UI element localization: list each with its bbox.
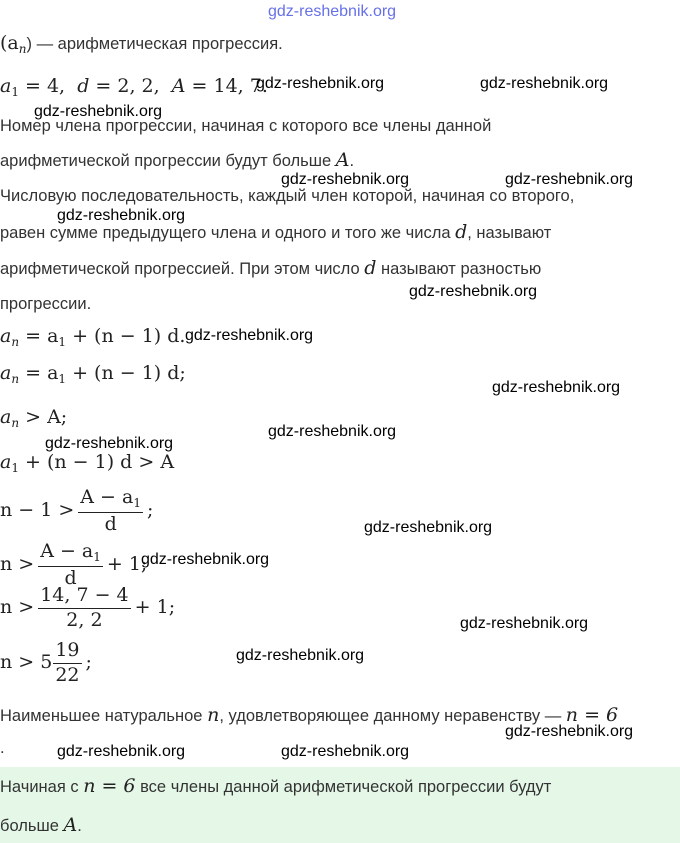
- formula-fraction-1: n − 1 > $\frac{A - a_1}{d}$ ;: [0, 486, 154, 535]
- watermark: gdz-reshebnik.org: [57, 207, 186, 224]
- intro-text: ) — арифметическая прогрессия.: [26, 35, 283, 53]
- watermark: gdz-reshebnik.org: [256, 75, 385, 92]
- watermark: gdz-reshebnik.org: [480, 75, 609, 92]
- watermark: gdz-reshebnik.org: [492, 379, 621, 396]
- given-values: $a_1 = 4$, d = 2, 2, A = 14, 7.: [0, 75, 268, 99]
- definition-line-1: Числовую последовательность, каждый член которой, начиная со второго,: [0, 187, 575, 205]
- seq-notation: ($a_n$: [0, 32, 27, 56]
- answer-line-1: Начиная с n = 6 все члены данной арифметической прогрессии будут: [0, 775, 552, 797]
- watermark-top: gdz-reshebnik.org: [268, 3, 397, 20]
- answer-line-2: больше A.: [0, 814, 82, 836]
- question-line-2: арифметической прогрессии будут больше A.: [0, 149, 355, 171]
- definition-line-2: равен сумме предыдущего члена и одного и того же числа d, называют: [0, 221, 552, 243]
- formula-result: n > 5 $\frac{19}{22}$ ;: [0, 639, 92, 686]
- formula-general-term: $a_n = a_1 + (n - 1)$ d.: [0, 325, 186, 349]
- watermark: gdz-reshebnik.org: [268, 423, 397, 440]
- watermark: gdz-reshebnik.org: [281, 171, 410, 188]
- formula-fraction-2: n > $\frac{A - a_1}{d}$ + 1;: [0, 540, 148, 589]
- fraction: $\frac{19}{22}$: [55, 639, 80, 686]
- conclusion-dot: .: [0, 739, 5, 757]
- intro-line: [0, 34, 283, 55]
- watermark: gdz-reshebnik.org: [185, 327, 314, 344]
- watermark: gdz-reshebnik.org: [364, 519, 493, 536]
- formula-inequality: $a_n > A$;: [0, 406, 68, 430]
- watermark: gdz-reshebnik.org: [460, 615, 589, 632]
- watermark: gdz-reshebnik.org: [505, 171, 634, 188]
- fraction: $\frac{14, 7 - 4}{2, 2}$: [40, 584, 129, 631]
- question-line-1: Номер члена прогрессии, начиная с которого все члены данной: [0, 117, 492, 135]
- watermark: gdz-reshebnik.org: [409, 283, 538, 300]
- watermark: gdz-reshebnik.org: [34, 103, 163, 120]
- formula-substituted: $a_1 + (n - 1) d > A$: [0, 451, 175, 475]
- watermark: gdz-reshebnik.org: [505, 723, 634, 740]
- definition-line-3: арифметической прогрессией. При этом число d называют разностью: [0, 257, 542, 279]
- watermark: gdz-reshebnik.org: [236, 647, 365, 664]
- watermark: gdz-reshebnik.org: [57, 743, 186, 760]
- conclusion-line: Наименьшее натуральное n, удовлетворяющее данному неравенству — n = 6: [0, 704, 619, 726]
- watermark: gdz-reshebnik.org: [141, 551, 270, 568]
- definition-line-4: прогрессии.: [0, 295, 92, 313]
- fraction: $\frac{A - a_1}{d}$: [80, 486, 141, 535]
- formula-general-term-2: $a_n = a_1 + (n - 1)$ d;: [0, 362, 186, 386]
- watermark: gdz-reshebnik.org: [45, 435, 174, 452]
- fraction: $\frac{A - a_1}{d}$: [40, 540, 101, 589]
- watermark: gdz-reshebnik.org: [281, 743, 410, 760]
- formula-numeric: n > $\frac{14, 7 - 4}{2, 2}$ + 1;: [0, 584, 176, 631]
